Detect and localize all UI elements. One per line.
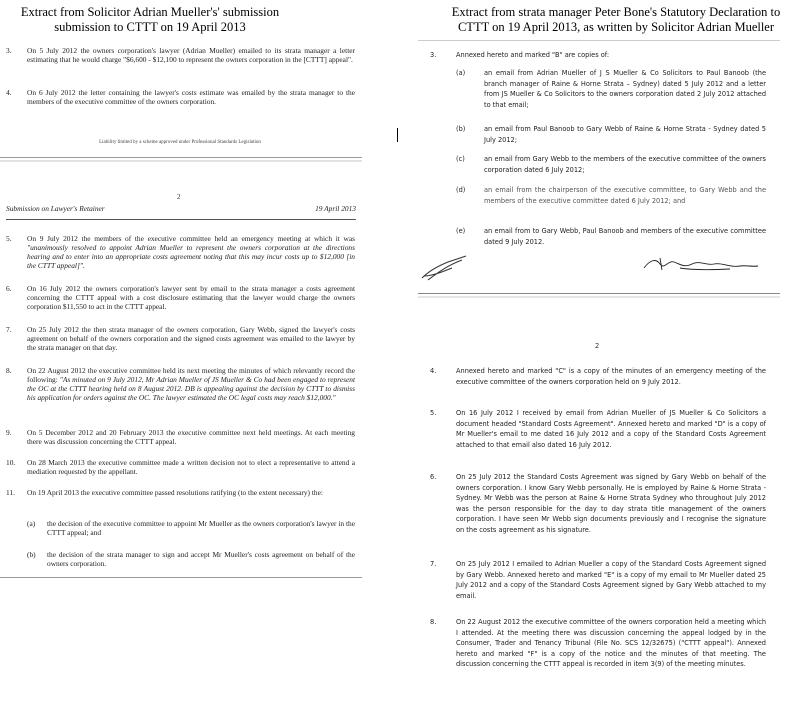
- para-number: 5.: [430, 409, 437, 417]
- para-text: On 5 July 2012 the owners corporation's lawyer (Adrian Mueller) emailed to its strata manager a letter estimating that he would charge "$6,600 - $12,100 to represent the owners corporation in the [CTTT] appeal".: [27, 46, 355, 64]
- text-cursor: [397, 128, 398, 142]
- running-head-date: 19 April 2013: [315, 204, 356, 213]
- para-text: On 25 July 2012 I emailed to Adrian Mueller a copy of the Standard Costs Agreement signed by Gary Webb. Annexed hereto and marked "E" is a copy of my email to Mr Mueller dated 25 July 2012 and a copy of the Standard Costs Agreement signed by Gary Webb attached to my email.: [456, 560, 766, 600]
- para-number: 3.: [430, 51, 437, 59]
- para-number: (a): [456, 69, 466, 77]
- para-number: 6.: [430, 473, 437, 481]
- para-number: 6.: [6, 284, 12, 293]
- para-text: On 16 July 2012 I received by email from Adrian Mueller of JS Mueller & Co Solicitors a document headed "Standard Costs Agreement". Annexed hereto and marked "D" is a copy of Mr Mueller's email to me dated 16 July 2012 and a copy of the Standard Costs Agreement attached to that email also dated 16 July 2012.: [456, 409, 766, 449]
- para-number: 7.: [6, 325, 12, 334]
- page-break-line: [0, 157, 362, 158]
- para-number: (d): [456, 186, 466, 194]
- para-text: On 16 July 2012 the owners corporation's lawyer sent by email to the strata manager a costs agreement concerning the CTTT appeal with a cost disclosure estimating that the lawyer would charge the owners corporation $11,550 to act in the CTTT appeal.: [27, 284, 355, 311]
- para-number: 4.: [430, 367, 437, 375]
- para-text: On 25 July 2012 the then strata manager of the owners corporation, Gary Webb, signed the lawyer's costs agreement on behalf of the owners corporation and the signed costs agreement was emailed to the lawyer by the strata manager on that day.: [27, 325, 355, 352]
- para-number: 8.: [430, 618, 437, 626]
- para-text: [27, 366, 355, 402]
- right-page-break-line: [418, 293, 780, 294]
- right-page-break-shadow: [418, 296, 780, 298]
- para-text: On 28 March 2013 the executive committee made a written decision not to elect a representative to attend a mediation requested by the appellant.: [27, 458, 355, 476]
- para-number: 5.: [6, 234, 12, 243]
- para-number: (b): [27, 550, 36, 559]
- para-number: (c): [456, 155, 465, 163]
- para-text: an email from Paul Banoob to Gary Webb of Raine & Horne Strata - Sydney dated 5 July 2012;: [484, 125, 766, 144]
- right-document: [418, 40, 780, 706]
- running-head-rule: [6, 219, 356, 220]
- para-text: On 19 April 2013 the executive committee passed resolutions ratifying (to the extent necessary) the:: [27, 488, 323, 497]
- para-text: Annexed hereto and marked "C" is a copy of the minutes of an emergency meeting of the executive committee of the owners corporation held on 9 July 2012.: [456, 367, 766, 386]
- para-number: 9.: [6, 428, 12, 437]
- para-text: On 5 December 2012 and 20 February 2013 the executive committee next held meetings. At each meeting there was discussion concerning the CTTT appeal.: [27, 428, 355, 446]
- left-page-number: 2: [177, 193, 181, 201]
- para-text: an email from Gary Webb to the members of the executive committee of the owners corporation dated 6 July 2012;: [484, 155, 766, 174]
- para-number: 8.: [6, 366, 12, 375]
- initials-signature: [418, 254, 472, 282]
- para-text: an email from to Gary Webb, Paul Banoob and members of the executive committee dated 9 July 2012.: [484, 227, 766, 246]
- para-number: 4.: [6, 88, 12, 97]
- para-lead: On 22 August 2012 the executive committee held its next meeting the minutes of which relevantly record the following:: [27, 366, 355, 384]
- para-number: 11.: [6, 488, 15, 497]
- para-number: 10.: [6, 458, 16, 467]
- para-text: an email from the chairperson of the executive committee, to Gary Webb and the members of the executive committee dated 6 July 2012; and: [484, 186, 766, 205]
- para-number: 7.: [430, 560, 437, 568]
- left-document: [0, 0, 370, 706]
- right-extract-heading: Extract from strata manager Peter Bone's Statutory Declaration to CTTT on 19 April 2013, as written by Solicitor Adrian Mueller: [451, 5, 781, 34]
- para-text: On 22 August 2012 the executive committee of the owners corporation held a meeting which I attended. At the meeting there was discussion concerning the appeal lodged by in the Consumer, Trader and Tenancy Tribunal (File No. SCS 12/32675) ("CTTT appeal"). Annexed hereto and marked "F" is a copy of the notice and the minutes of that meeting. The discussion concerning the CTTT appeal is recorded in item 3(9) of the meeting minutes.: [456, 618, 766, 669]
- para-text: On 6 July 2012 the letter containing the lawyer's costs estimate was emailed by the strata manager to the members of the executive committee of the owners corporation.: [27, 88, 355, 106]
- para-quote: "As minuted on 9 July 2012, Mr Adrian Mueller of JS Mueller & Co had been engaged to represent the OC at the CTTT hearing held on 8 August 2012. DB is appealing against the decision by CTTT to dismiss his application for orders against the OC. The lawyer estimated the OC legal costs may reach $12,000.": [27, 375, 355, 402]
- para-text: Annexed hereto and marked "B" are copies of:: [456, 51, 610, 59]
- para-text: On 25 July 2012 the Standard Costs Agreement was signed by Gary Webb on behalf of the owners corporation. I know Gary Webb personally. He is employed by Raine & Horne Strata - Sydney. Mr Webb was the person at Raine & Horne Strata Sydney who throughout July 2012 was the person responsible for the day to day strata title management of the owners corporation. I have seen Mr Webb sign documents previously and I recognise the signature on the costs agreement as his signature.: [456, 473, 766, 534]
- page-break-shadow: [0, 160, 362, 162]
- para-lead: On 9 July 2012 the members of the executive committee held an emergency meeting at which it was: [27, 234, 355, 243]
- right-page-number: 2: [595, 342, 600, 350]
- para-text: the decision of the executive committee to appoint Mr Mueller as the owners corporation's lawyer in the CTTT appeal; and: [47, 519, 355, 537]
- para-text: [27, 234, 355, 270]
- para-quote: "unanimously resolved to appoint Adrian Mueller to represent the owners corporation at the directions hearing and to enter into an appropriate costs agreement noting that this may incur costs up to $12,000 [in the CTTT appeal]".: [27, 243, 355, 270]
- para-text: the decision of the strata manager to sign and accept Mr Mueller's costs agreement on behalf of the owners corporation.: [47, 550, 355, 568]
- witness-signature: [640, 254, 760, 278]
- para-number: (b): [456, 125, 466, 133]
- right-top-rule: [418, 40, 780, 41]
- para-number: (a): [27, 519, 36, 528]
- left-extract-heading: Extract from Solicitor Adrian Mueller's' submission submission to CTTT on 19 April 2013: [20, 5, 280, 34]
- liability-footer-note: Liability limited by a scheme approved under Professional Standards Legislation: [99, 140, 261, 145]
- left-bottom-rule: [0, 577, 362, 578]
- running-head-title: Submission on Lawyer's Retainer: [6, 204, 105, 213]
- para-number: (e): [456, 227, 466, 235]
- para-number: 3.: [6, 46, 12, 55]
- para-text: an email from Adrian Mueller of J S Mueller & Co Solicitors to Paul Banoob (the branch manager of Raine & Horne Strata – Sydney) dated 5 July 2012 and a letter from JS Mueller & Co Solicitors to the owners corporation dated 2 July 2012 attached to that email;: [484, 69, 766, 109]
